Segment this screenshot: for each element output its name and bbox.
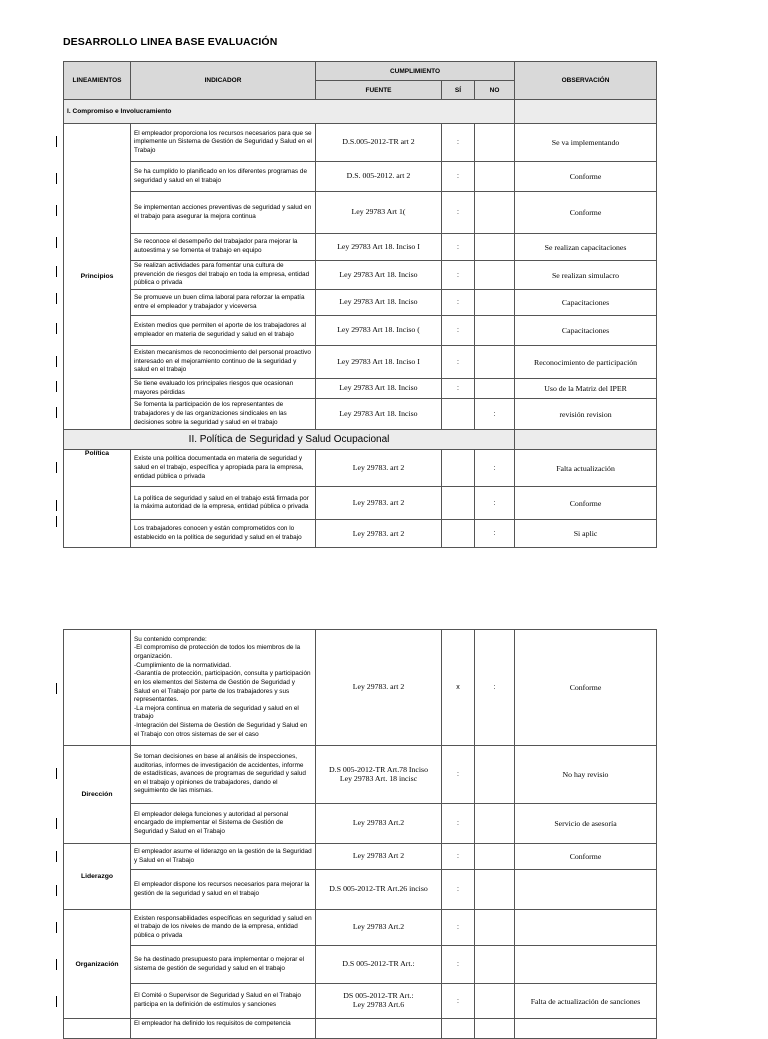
header-lineamientos: LINEAMIENTOS — [64, 62, 131, 100]
table-row — [64, 487, 657, 520]
section-1-body — [64, 124, 657, 430]
observacion-cell: Conforme — [515, 844, 657, 870]
table-row — [64, 520, 657, 548]
fuente-cell: Ley 29783. art 2 — [316, 520, 442, 548]
si-cell: x — [442, 630, 475, 746]
no-cell — [475, 946, 515, 984]
indicador-cell: La política de seguridad y salud en el trabajo está firmada por la máxima autoridad de la empresa, entidad pública o privada — [131, 487, 316, 520]
observacion-cell: Conforme — [515, 630, 657, 746]
indicador-cell: El empleador proporciona los recursos necesarios para que se implemente un Sistema de Gestión de Seguridad y Salud en el Trabajo — [131, 124, 316, 162]
si-cell: : — [442, 261, 475, 290]
margin-mark — [56, 959, 57, 970]
fuente-cell: D.S.005-2012-TR art 2 — [316, 124, 442, 162]
margin-mark — [56, 768, 57, 779]
document-title: DESARROLLO LINEA BASE EVALUACIÓN — [63, 36, 278, 48]
si-cell: : — [442, 844, 475, 870]
si-cell: : — [442, 192, 475, 234]
observacion-cell: Se va implementando — [515, 124, 657, 162]
table-row — [64, 290, 657, 316]
no-cell: : — [475, 487, 515, 520]
no-cell: : — [475, 630, 515, 746]
fuente-cell: Ley 29783 Art 1( — [316, 192, 442, 234]
observacion-cell: Capacitaciones — [515, 316, 657, 346]
indicador-cell: Se promueve un buen clima laboral para reforzar la empatía entre el empleador y trabajador y viceversa — [131, 290, 316, 316]
margin-mark — [56, 885, 57, 896]
lineamiento-group-cell: Política — [64, 450, 131, 548]
section-heading-compromiso: I. Compromiso e Involucramiento — [64, 100, 515, 124]
section-heading-blank — [515, 100, 657, 124]
table-row — [64, 450, 657, 487]
indicador-cell: El empleador ha definido los requisitos de competencia — [131, 1019, 316, 1039]
margin-mark — [56, 293, 57, 304]
si-cell — [442, 1019, 475, 1039]
no-cell: : — [475, 399, 515, 430]
si-cell: : — [442, 290, 475, 316]
no-cell — [475, 162, 515, 192]
indicador-cell: Existen mecanismos de reconocimiento del personal proactivo interesado en el mejoramiento continuo de la seguridad y salud en el trabajo — [131, 346, 316, 379]
organizacion-body — [64, 910, 657, 1019]
fuente-line: Ley 29783 Art.6 — [352, 1000, 405, 1009]
lineamiento-group-cell: Dirección — [64, 746, 131, 844]
section-heading-blank — [515, 430, 657, 450]
no-cell: : — [475, 450, 515, 487]
table-row — [64, 804, 657, 844]
margin-mark — [56, 356, 57, 367]
indicador-cell: El empleador asume el liderazgo en la gestión de la Seguridad y Salud en el Trabajo — [131, 844, 316, 870]
indicador-cell: Se tiene evaluado los principales riesgos que ocasionan mayores pérdidas — [131, 379, 316, 399]
si-cell: : — [442, 870, 475, 910]
observacion-cell — [515, 870, 657, 910]
no-cell — [475, 984, 515, 1019]
evaluation-table-page-1 — [63, 61, 657, 548]
si-cell: : — [442, 162, 475, 192]
observacion-cell: Falta actualización — [515, 450, 657, 487]
indicador-cell: El Comité o Supervisor de Seguridad y Salud en el Trabajo participa en la definición de estímulos y sanciones — [131, 984, 316, 1019]
section-heading-politica: II. Política de Seguridad y Salud Ocupacional — [64, 430, 515, 450]
observacion-cell — [515, 1019, 657, 1039]
observacion-cell: Se realizan capacitaciones — [515, 234, 657, 261]
fuente-cell: Ley 29783 Art 2 — [316, 844, 442, 870]
table-row — [64, 316, 657, 346]
indicador-cell: Existen medios que permiten el aporte de los trabajadores al empleador en materia de seguridad y salud en el trabajo — [131, 316, 316, 346]
margin-mark — [56, 462, 57, 473]
si-cell: : — [442, 746, 475, 804]
fuente-cell: D.S 005-2012-TR Art.: — [316, 946, 442, 984]
fuente-cell: D.S 005-2012-TR Art.26 inciso — [316, 870, 442, 910]
no-cell — [475, 746, 515, 804]
indicador-cell: Se realizan actividades para fomentar una cultura de prevención de riesgos del trabajo en toda la empresa, entidad pública o privada — [131, 261, 316, 290]
fuente-cell: Ley 29783 Art 18. Inciso — [316, 399, 442, 430]
si-cell: : — [442, 234, 475, 261]
observacion-cell: Reconocimiento de participación — [515, 346, 657, 379]
no-cell — [475, 261, 515, 290]
observacion-cell — [515, 946, 657, 984]
margin-mark — [56, 500, 57, 511]
table-row — [64, 379, 657, 399]
fuente-cell: Ley 29783 Art.2 — [316, 910, 442, 946]
indicador-cell: Se reconoce el desempeño del trabajador para mejorar la autoestima y se fomenta el trabajo en equipo — [131, 234, 316, 261]
observacion-cell — [515, 910, 657, 946]
fuente-cell: Ley 29783. art 2 — [316, 630, 442, 746]
si-cell: : — [442, 946, 475, 984]
no-cell: : — [475, 520, 515, 548]
group-cell-blank — [64, 1019, 131, 1039]
indicador-cell: El empleador dispone los recursos necesarios para mejorar la gestión de la seguridad y salud en el trabajo — [131, 870, 316, 910]
indicador-cell: Existen responsabilidades específicas en seguridad y salud en el trabajo de los niveles de mando de la empresa, entidad pública o privada — [131, 910, 316, 946]
fuente-cell: Ley 29783 Art 18. Inciso ( — [316, 316, 442, 346]
observacion-cell: Capacitaciones — [515, 290, 657, 316]
si-cell — [442, 487, 475, 520]
fuente-cell: Ley 29783. art 2 — [316, 450, 442, 487]
header-si: SÍ — [442, 81, 475, 100]
observacion-cell: Conforme — [515, 487, 657, 520]
margin-mark — [56, 323, 57, 334]
observacion-cell: Conforme — [515, 192, 657, 234]
fuente-cell: Ley 29783 Art 18. Inciso I — [316, 346, 442, 379]
table-row — [64, 910, 657, 946]
evaluation-table-page-2 — [63, 629, 657, 1039]
fuente-cell — [316, 746, 442, 804]
table-row — [64, 399, 657, 430]
no-cell — [475, 124, 515, 162]
lineamiento-group-cell: Principios — [64, 124, 131, 430]
observacion-cell: Servicio de asesoría — [515, 804, 657, 844]
indicador-cell: Se toman decisiones en base al análisis de inspecciones, auditorias, informes de investigación de accidentes, informe de estadísticas, avances de programas de seguridad y salud en el trabajo y opiniones de trabajadores, dando el seguimiento de las mismas. — [131, 746, 316, 804]
fuente-cell: Ley 29783 Art 18. Inciso — [316, 290, 442, 316]
table-row — [64, 346, 657, 379]
no-cell — [475, 346, 515, 379]
lineamiento-group-cell: Liderazgo — [64, 844, 131, 910]
no-cell — [475, 910, 515, 946]
liderazgo-body — [64, 844, 657, 910]
header-cumplimiento: CUMPLIMIENTO — [316, 62, 515, 81]
policy-content-line: -Garantía de protección, participación, consulta y participación en los elementos del Sistema de Gestión de Seguridad y Salud en el Trabajo por parte de los trabajadores y sus representantes. — [134, 670, 311, 704]
fuente-cell — [316, 1019, 442, 1039]
no-cell — [475, 870, 515, 910]
policy-content-line: -Integración del Sistema de Gestión de Seguridad y Salud en el Trabajo con otros sistemas de ser el caso — [134, 722, 308, 738]
margin-mark — [56, 205, 57, 216]
no-cell — [475, 192, 515, 234]
si-cell — [442, 450, 475, 487]
policy-content-line: Su contenido comprende: — [134, 635, 207, 643]
table-row — [64, 234, 657, 261]
table-row — [64, 984, 657, 1019]
no-cell — [475, 234, 515, 261]
observacion-cell: No hay revisio — [515, 746, 657, 804]
margin-mark — [56, 516, 57, 527]
indicador-cell: Se fomenta la participación de los representantes de trabajadores y de las organizaciones sindicales en las decisiones sobre la seguridad y salud en el trabajo — [131, 399, 316, 430]
no-cell — [475, 1019, 515, 1039]
no-cell — [475, 804, 515, 844]
lineamiento-group-cell: Organización — [64, 910, 131, 1019]
margin-mark — [56, 173, 57, 184]
policy-content-line: -El compromiso de protección de todos los miembros de la organización. — [134, 644, 301, 660]
margin-mark — [56, 818, 57, 829]
margin-mark — [56, 136, 57, 147]
margin-mark — [56, 851, 57, 862]
table-row — [64, 844, 657, 870]
observacion-cell: Conforme — [515, 162, 657, 192]
group-cell-blank — [64, 630, 131, 746]
indicador-cell: Se ha cumplido lo planificado en los diferentes programas de seguridad y salud en el trabajo — [131, 162, 316, 192]
fuente-cell: Ley 29783. art 2 — [316, 487, 442, 520]
section-2-body — [64, 450, 657, 548]
fuente-cell: Ley 29783 Art 18. Inciso I — [316, 234, 442, 261]
policy-content-cell — [131, 630, 316, 746]
margin-mark — [56, 996, 57, 1007]
si-cell: : — [442, 316, 475, 346]
observacion-cell: Falta de actualización de sanciones — [515, 984, 657, 1019]
table-row — [64, 870, 657, 910]
table-row — [64, 746, 657, 804]
table-row — [64, 124, 657, 162]
margin-mark — [56, 683, 57, 694]
margin-mark — [56, 407, 57, 418]
fuente-cell: D.S. 005-2012. art 2 — [316, 162, 442, 192]
indicador-cell: Existe una política documentada en materia de seguridad y salud en el trabajo, específica y apropiada para la empresa, entidad pública o privada — [131, 450, 316, 487]
observacion-cell: revisión revision — [515, 399, 657, 430]
direccion-body — [64, 746, 657, 844]
table-row — [64, 946, 657, 984]
margin-mark — [56, 237, 57, 248]
header-observacion: OBSERVACIÓN — [515, 62, 657, 100]
margin-mark — [56, 266, 57, 277]
observacion-cell: Se realizan simulacro — [515, 261, 657, 290]
fuente-line: D.S 005-2012-TR Art.78 Inciso — [329, 764, 428, 774]
fuente-cell — [316, 984, 442, 1019]
policy-content-line: -La mejora continua en materia de seguridad y salud en el trabajo — [134, 704, 299, 721]
si-cell: : — [442, 984, 475, 1019]
si-cell: : — [442, 910, 475, 946]
table-row — [64, 261, 657, 290]
observacion-cell: Uso de la Matriz del IPER — [515, 379, 657, 399]
fuente-cell: Ley 29783 Art.2 — [316, 804, 442, 844]
si-cell: : — [442, 379, 475, 399]
header-fuente: FUENTE — [316, 81, 442, 100]
no-cell — [475, 290, 515, 316]
header-no: NO — [475, 81, 515, 100]
indicador-cell: Se implementan acciones preventivas de seguridad y salud en el trabajo para asegurar la mejora continua — [131, 192, 316, 234]
si-cell — [442, 520, 475, 548]
policy-content-line: -Cumplimiento de la normatividad. — [134, 661, 231, 669]
fuente-cell: Ley 29783 Art 18. Inciso — [316, 261, 442, 290]
si-cell: : — [442, 804, 475, 844]
header-indicador: INDICADOR — [131, 62, 316, 100]
indicador-cell: El empleador delega funciones y autoridad al personal encargado de implementar el Sistema de Gestión de Seguridad y Salud en el Trabajo — [131, 804, 316, 844]
si-cell: : — [442, 346, 475, 379]
si-cell: : — [442, 124, 475, 162]
margin-mark — [56, 922, 57, 933]
indicador-cell: Se ha destinado presupuesto para implementar o mejorar el sistema de gestión de seguridad y salud en el trabajo — [131, 946, 316, 984]
observacion-cell: Si aplic — [515, 520, 657, 548]
no-cell — [475, 379, 515, 399]
fuente-cell: Ley 29783 Art 18. Inciso — [316, 379, 442, 399]
no-cell — [475, 316, 515, 346]
indicador-cell: Los trabajadores conocen y están comprometidos con lo establecido en la política de seguridad y salud en el trabajo — [131, 520, 316, 548]
fuente-line: DS 005-2012-TR Art.: — [343, 991, 414, 1001]
margin-mark — [56, 381, 57, 392]
table-row — [64, 192, 657, 234]
no-cell — [475, 844, 515, 870]
fuente-line: Ley 29783 Art. 18 incisc — [339, 773, 418, 783]
table-row — [64, 162, 657, 192]
si-cell — [442, 399, 475, 430]
